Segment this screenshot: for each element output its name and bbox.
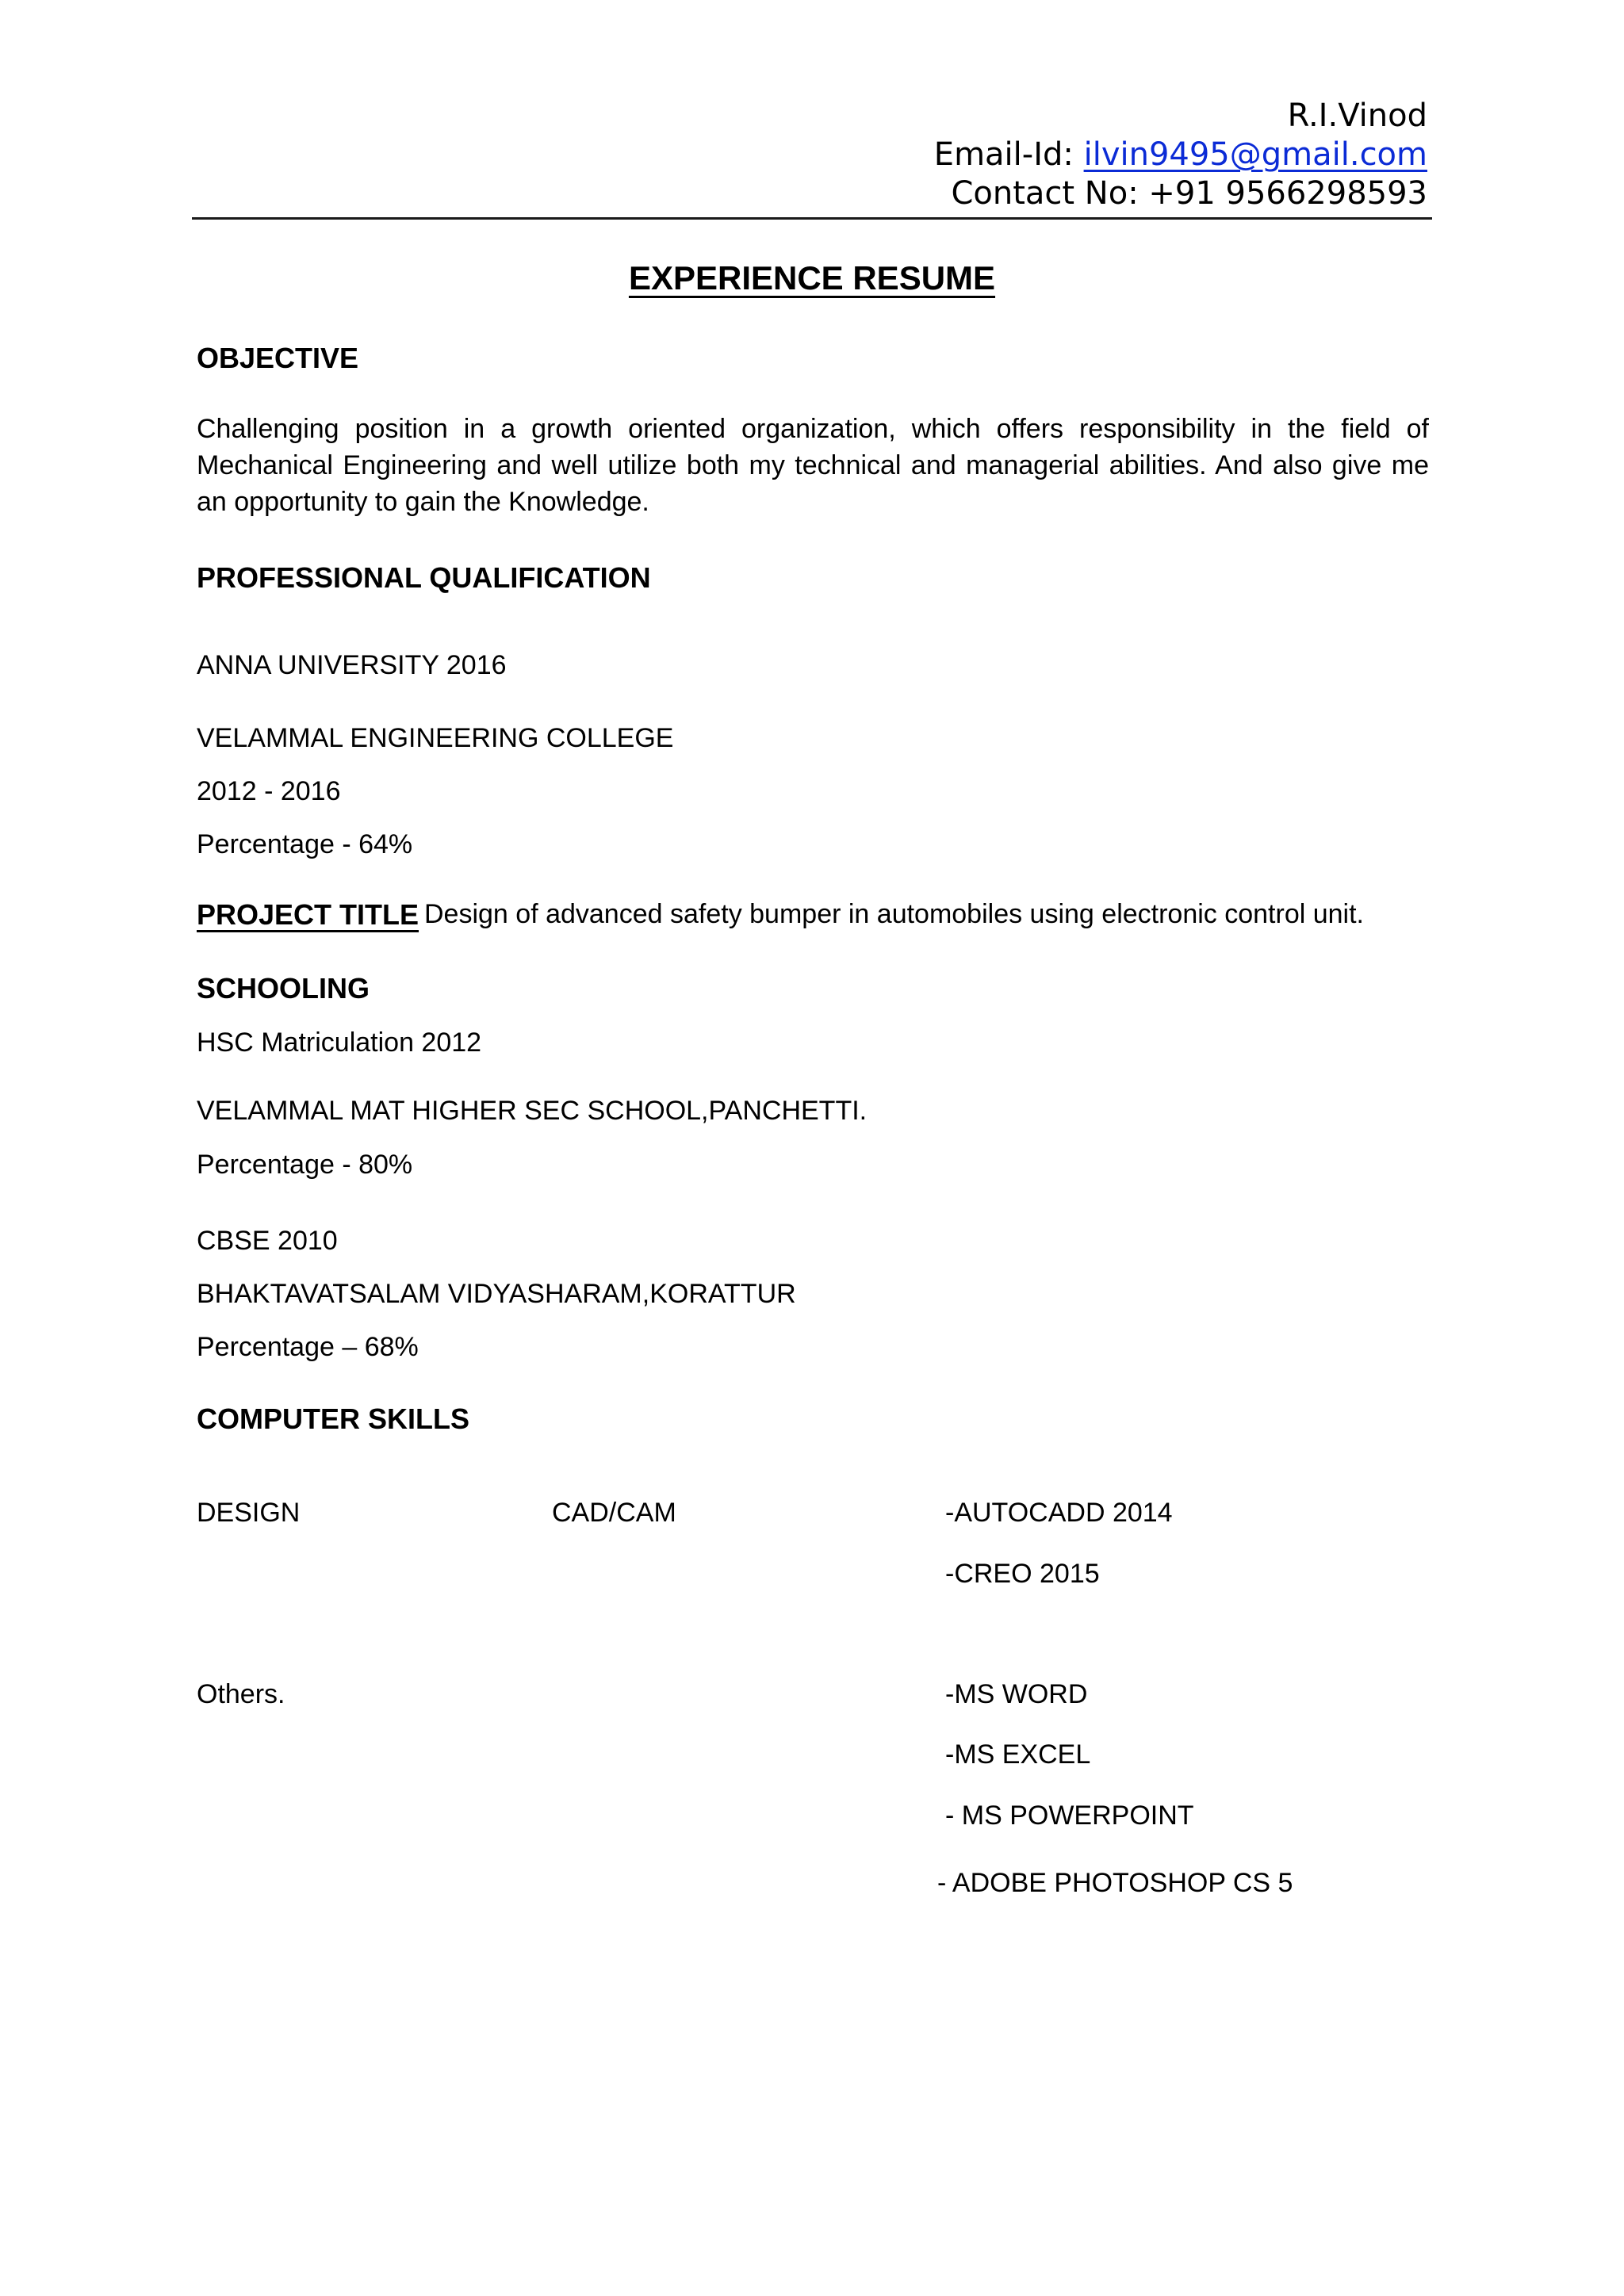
- email-line: [933, 136, 1427, 173]
- qualification-line: 2012 - 2016: [197, 776, 341, 806]
- project-heading: PROJECT TITLE: [197, 898, 419, 931]
- header-divider: [192, 217, 1432, 220]
- skill-item: -MS EXCEL: [945, 1739, 1091, 1770]
- project-description: Design of advanced safety bumper in automobiles using electronic control unit.: [424, 899, 1365, 929]
- schooling-line: Percentage - 80%: [197, 1150, 413, 1180]
- computer-skills-heading: COMPUTER SKILLS: [197, 1402, 470, 1435]
- schooling-line: Percentage – 68%: [197, 1332, 419, 1362]
- candidate-name: R.I.Vinod: [1287, 98, 1427, 134]
- contact-number: Contact No: +91 9566298593: [951, 175, 1427, 212]
- skill-item: -MS WORD: [945, 1679, 1088, 1709]
- design-label: DESIGN: [197, 1498, 301, 1528]
- skill-item: - MS POWERPOINT: [945, 1800, 1194, 1831]
- email-label: Email-Id:: [933, 136, 1084, 173]
- schooling-line: BHAKTAVATSALAM VIDYASHARAM,KORATTUR: [197, 1279, 796, 1309]
- schooling-line: HSC Matriculation 2012: [197, 1027, 482, 1058]
- objective-heading: OBJECTIVE: [197, 342, 359, 374]
- objective-text: Challenging position in a growth oriented organization, which offers responsibility in the field of Mechanical Engineering and well utilize both my technical and managerial abilities. And also give me an opportunity to gain the Knowledge.: [197, 414, 1429, 517]
- schooling-line: CBSE 2010: [197, 1226, 338, 1256]
- qualification-heading: PROFESSIONAL QUALIFICATION: [197, 561, 651, 594]
- skill-item: -AUTOCADD 2014: [945, 1498, 1173, 1528]
- skill-item: -CREO 2015: [945, 1559, 1100, 1589]
- others-label: Others.: [197, 1679, 285, 1709]
- design-category: CAD/CAM: [552, 1498, 676, 1528]
- email-link[interactable]: ilvin9495@gmail.com: [1083, 136, 1427, 173]
- document-title: EXPERIENCE RESUME: [628, 259, 996, 297]
- qualification-line: VELAMMAL ENGINEERING COLLEGE: [197, 723, 674, 753]
- schooling-line: VELAMMAL MAT HIGHER SEC SCHOOL,PANCHETTI.: [197, 1096, 868, 1126]
- qualification-line: Percentage - 64%: [197, 829, 413, 859]
- skill-item: - ADOBE PHOTOSHOP CS 5: [937, 1868, 1293, 1898]
- schooling-heading: SCHOOLING: [197, 972, 370, 1004]
- qualification-line: ANNA UNIVERSITY 2016: [197, 650, 507, 680]
